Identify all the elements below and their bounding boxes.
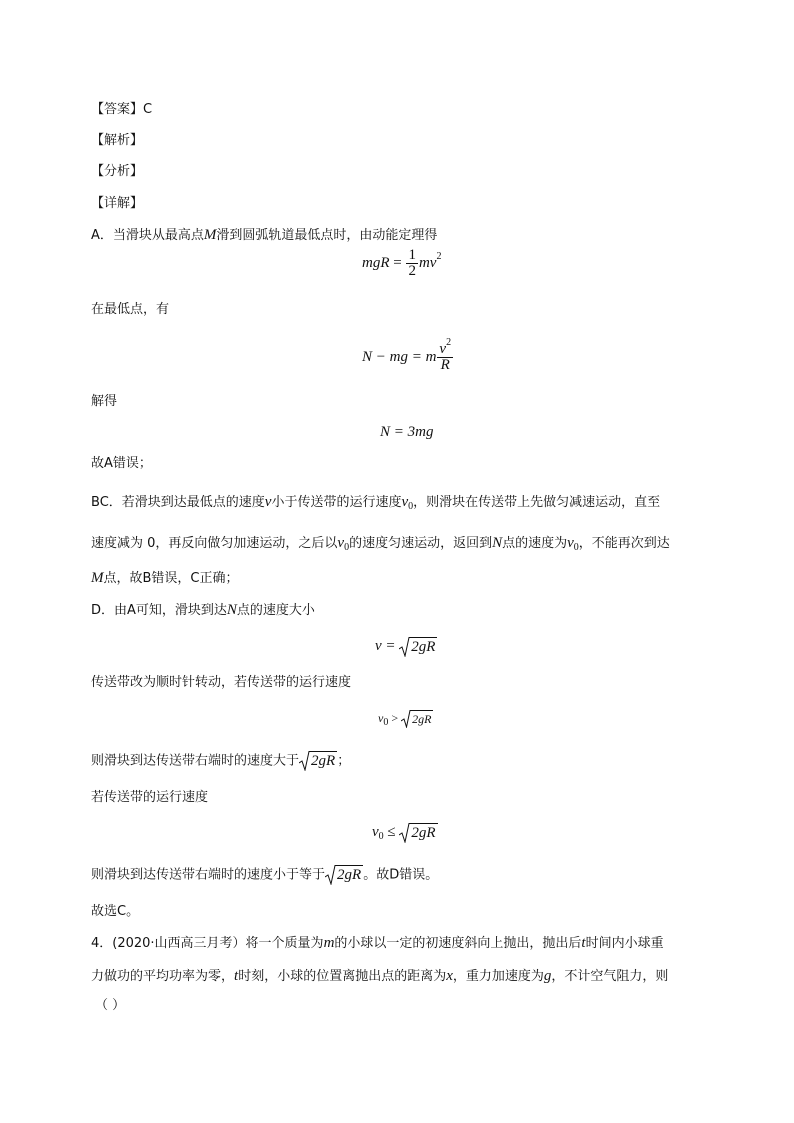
var-t: t xyxy=(581,935,586,951)
q4-text-2a: 力做功的平均功率为零， xyxy=(91,969,235,984)
bc-text-1c: ，则滑块在传送带上先做匀减速运动，直至 xyxy=(413,495,661,510)
final-choice: 故选C。 xyxy=(91,904,140,919)
q4-text-2d: ，不计空气阻力，则 xyxy=(551,969,669,984)
question-4-line-1 xyxy=(91,933,664,954)
sqrt-2gR xyxy=(325,865,363,885)
eq2-num-exp: 2 xyxy=(446,337,452,348)
var-M: M xyxy=(91,570,104,586)
eq6-v: v xyxy=(372,824,379,840)
option-d-line-5 xyxy=(91,865,438,886)
var-N: N xyxy=(226,602,237,618)
bc-text-2d: ，不能再次到达 xyxy=(578,536,670,551)
equation-result: N = 3mg xyxy=(380,424,434,440)
var-M: M xyxy=(203,227,217,243)
eq6-op: ≤ xyxy=(383,824,400,840)
sqrt-radicand: 2gR xyxy=(412,712,432,727)
eq1-numerator: 1 xyxy=(408,247,416,263)
eq5-op: > xyxy=(388,711,402,725)
var-t: t xyxy=(234,968,239,984)
var-v0-sub: 0 xyxy=(573,542,579,553)
option-a-wrong: 故A错误； xyxy=(91,456,152,471)
var-v0-base: v xyxy=(567,535,574,551)
option-d-line-1 xyxy=(91,600,315,621)
eq1-lhs: mgR xyxy=(362,254,390,271)
q4-text-1c: 时间内小球重 xyxy=(585,936,664,951)
answer-label: 【答案】 xyxy=(91,102,144,117)
var-m: m xyxy=(323,935,335,951)
question-4-blank: （ ） xyxy=(95,998,126,1013)
var-v0-sub: 0 xyxy=(408,501,414,512)
eq6-sub: 0 xyxy=(378,831,384,842)
option-a-line xyxy=(91,225,437,246)
eq1-rhs: mv xyxy=(418,254,437,271)
bc-text-2b: 的速度匀速运动，返回到 xyxy=(349,536,493,551)
var-v0-base: v xyxy=(337,535,345,551)
bc-text-1b: 小于传送带的运行速度 xyxy=(271,495,402,510)
q4-text-2c: ，重力加速度为 xyxy=(452,969,544,984)
sqrt-radicand: 2gR xyxy=(311,753,336,769)
option-d-line-4: 若传送带的运行速度 xyxy=(91,790,209,805)
fenxi-heading: 【分析】 xyxy=(91,164,144,179)
option-bc-line-2 xyxy=(91,533,670,554)
equation-velocity xyxy=(375,636,437,657)
var-x: x xyxy=(446,968,453,984)
d-text-5b: 。故D错误。 xyxy=(363,867,439,883)
eq2-lhs: N − mg = m xyxy=(362,348,437,365)
var-v0-sub: 0 xyxy=(344,542,350,553)
bc-text-1a: BC．若滑块到达最低点的速度 xyxy=(91,495,265,510)
sqrt-2gR xyxy=(399,823,437,843)
q4-text-2b: 时刻，小球的位置离抛出点的距离为 xyxy=(238,969,447,984)
d-text-1b: 点的速度大小 xyxy=(236,603,315,618)
q4-text-1b: 的小球以一定的初速度斜向上抛出，抛出后 xyxy=(334,936,582,951)
var-g: g xyxy=(543,968,552,984)
detail-heading: 【详解】 xyxy=(91,196,144,211)
eq1-equals: = xyxy=(389,254,406,271)
option-bc-line-3 xyxy=(91,568,239,589)
analysis-heading: 【解析】 xyxy=(91,133,144,148)
d-text-3b: ； xyxy=(337,753,351,769)
sqrt-radicand: 2gR xyxy=(411,824,436,841)
option-d-line-2: 传送带改为顺时针转动，若传送带的运行速度 xyxy=(91,675,352,690)
eq5-v: v xyxy=(378,711,384,725)
d-text-1a: D．由A可知，滑块到达 xyxy=(91,603,227,618)
bc-text-2c: 点的速度为 xyxy=(502,536,568,551)
eq1-fraction xyxy=(406,248,418,279)
solve-text: 解得 xyxy=(91,394,118,409)
var-v0 xyxy=(401,494,413,510)
eq2-denominator: R xyxy=(440,357,450,373)
sqrt-2gR xyxy=(399,637,437,657)
sqrt-2gR xyxy=(299,751,337,771)
d-text-3a: 则滑块到达传送带右端时的速度大于 xyxy=(91,753,300,769)
equation-v0-greater xyxy=(378,708,433,728)
option-a-suffix: 滑到圆弧轨道最低点时，由动能定理得 xyxy=(216,228,438,243)
var-v0 xyxy=(567,535,579,551)
option-d-line-3 xyxy=(91,751,350,772)
sqrt-2gR xyxy=(401,710,433,728)
equation-v0-leq xyxy=(372,822,438,843)
bc-text-3a: 点，故B错误，C正确； xyxy=(103,571,239,586)
var-v0-base: v xyxy=(401,494,409,510)
eq2-num-v: v xyxy=(439,341,447,357)
eq1-exponent: 2 xyxy=(436,250,442,262)
lowest-point-text: 在最低点，有 xyxy=(91,302,170,317)
eq4-lhs: v = xyxy=(375,638,400,654)
q4-text-1a: 4．(2020·山西高三月考）将一个质量为 xyxy=(91,936,324,951)
d-text-5a: 则滑块到达传送带右端时的速度小于等于 xyxy=(91,867,326,883)
sqrt-radicand: 2gR xyxy=(337,867,362,883)
eq1-denominator: 2 xyxy=(408,263,416,279)
equation-energy xyxy=(362,248,441,279)
eq5-sub: 0 xyxy=(383,717,389,728)
var-N: N xyxy=(492,535,503,551)
bc-text-2a: 速度减为 0，再反向做匀加速运动，之后以 xyxy=(91,536,338,551)
sqrt-radicand: 2gR xyxy=(411,638,436,655)
eq2-numerator xyxy=(437,337,453,358)
var-v0 xyxy=(337,535,349,551)
answer-value: C xyxy=(143,102,153,117)
option-bc-line-1 xyxy=(91,492,660,513)
equation-normal-force xyxy=(362,337,454,373)
option-a-prefix: A．当滑块从最高点 xyxy=(91,228,204,243)
answer-line xyxy=(91,100,152,120)
var-v: v xyxy=(264,494,272,510)
question-4-line-2 xyxy=(91,966,668,987)
eq2-fraction xyxy=(437,337,453,373)
